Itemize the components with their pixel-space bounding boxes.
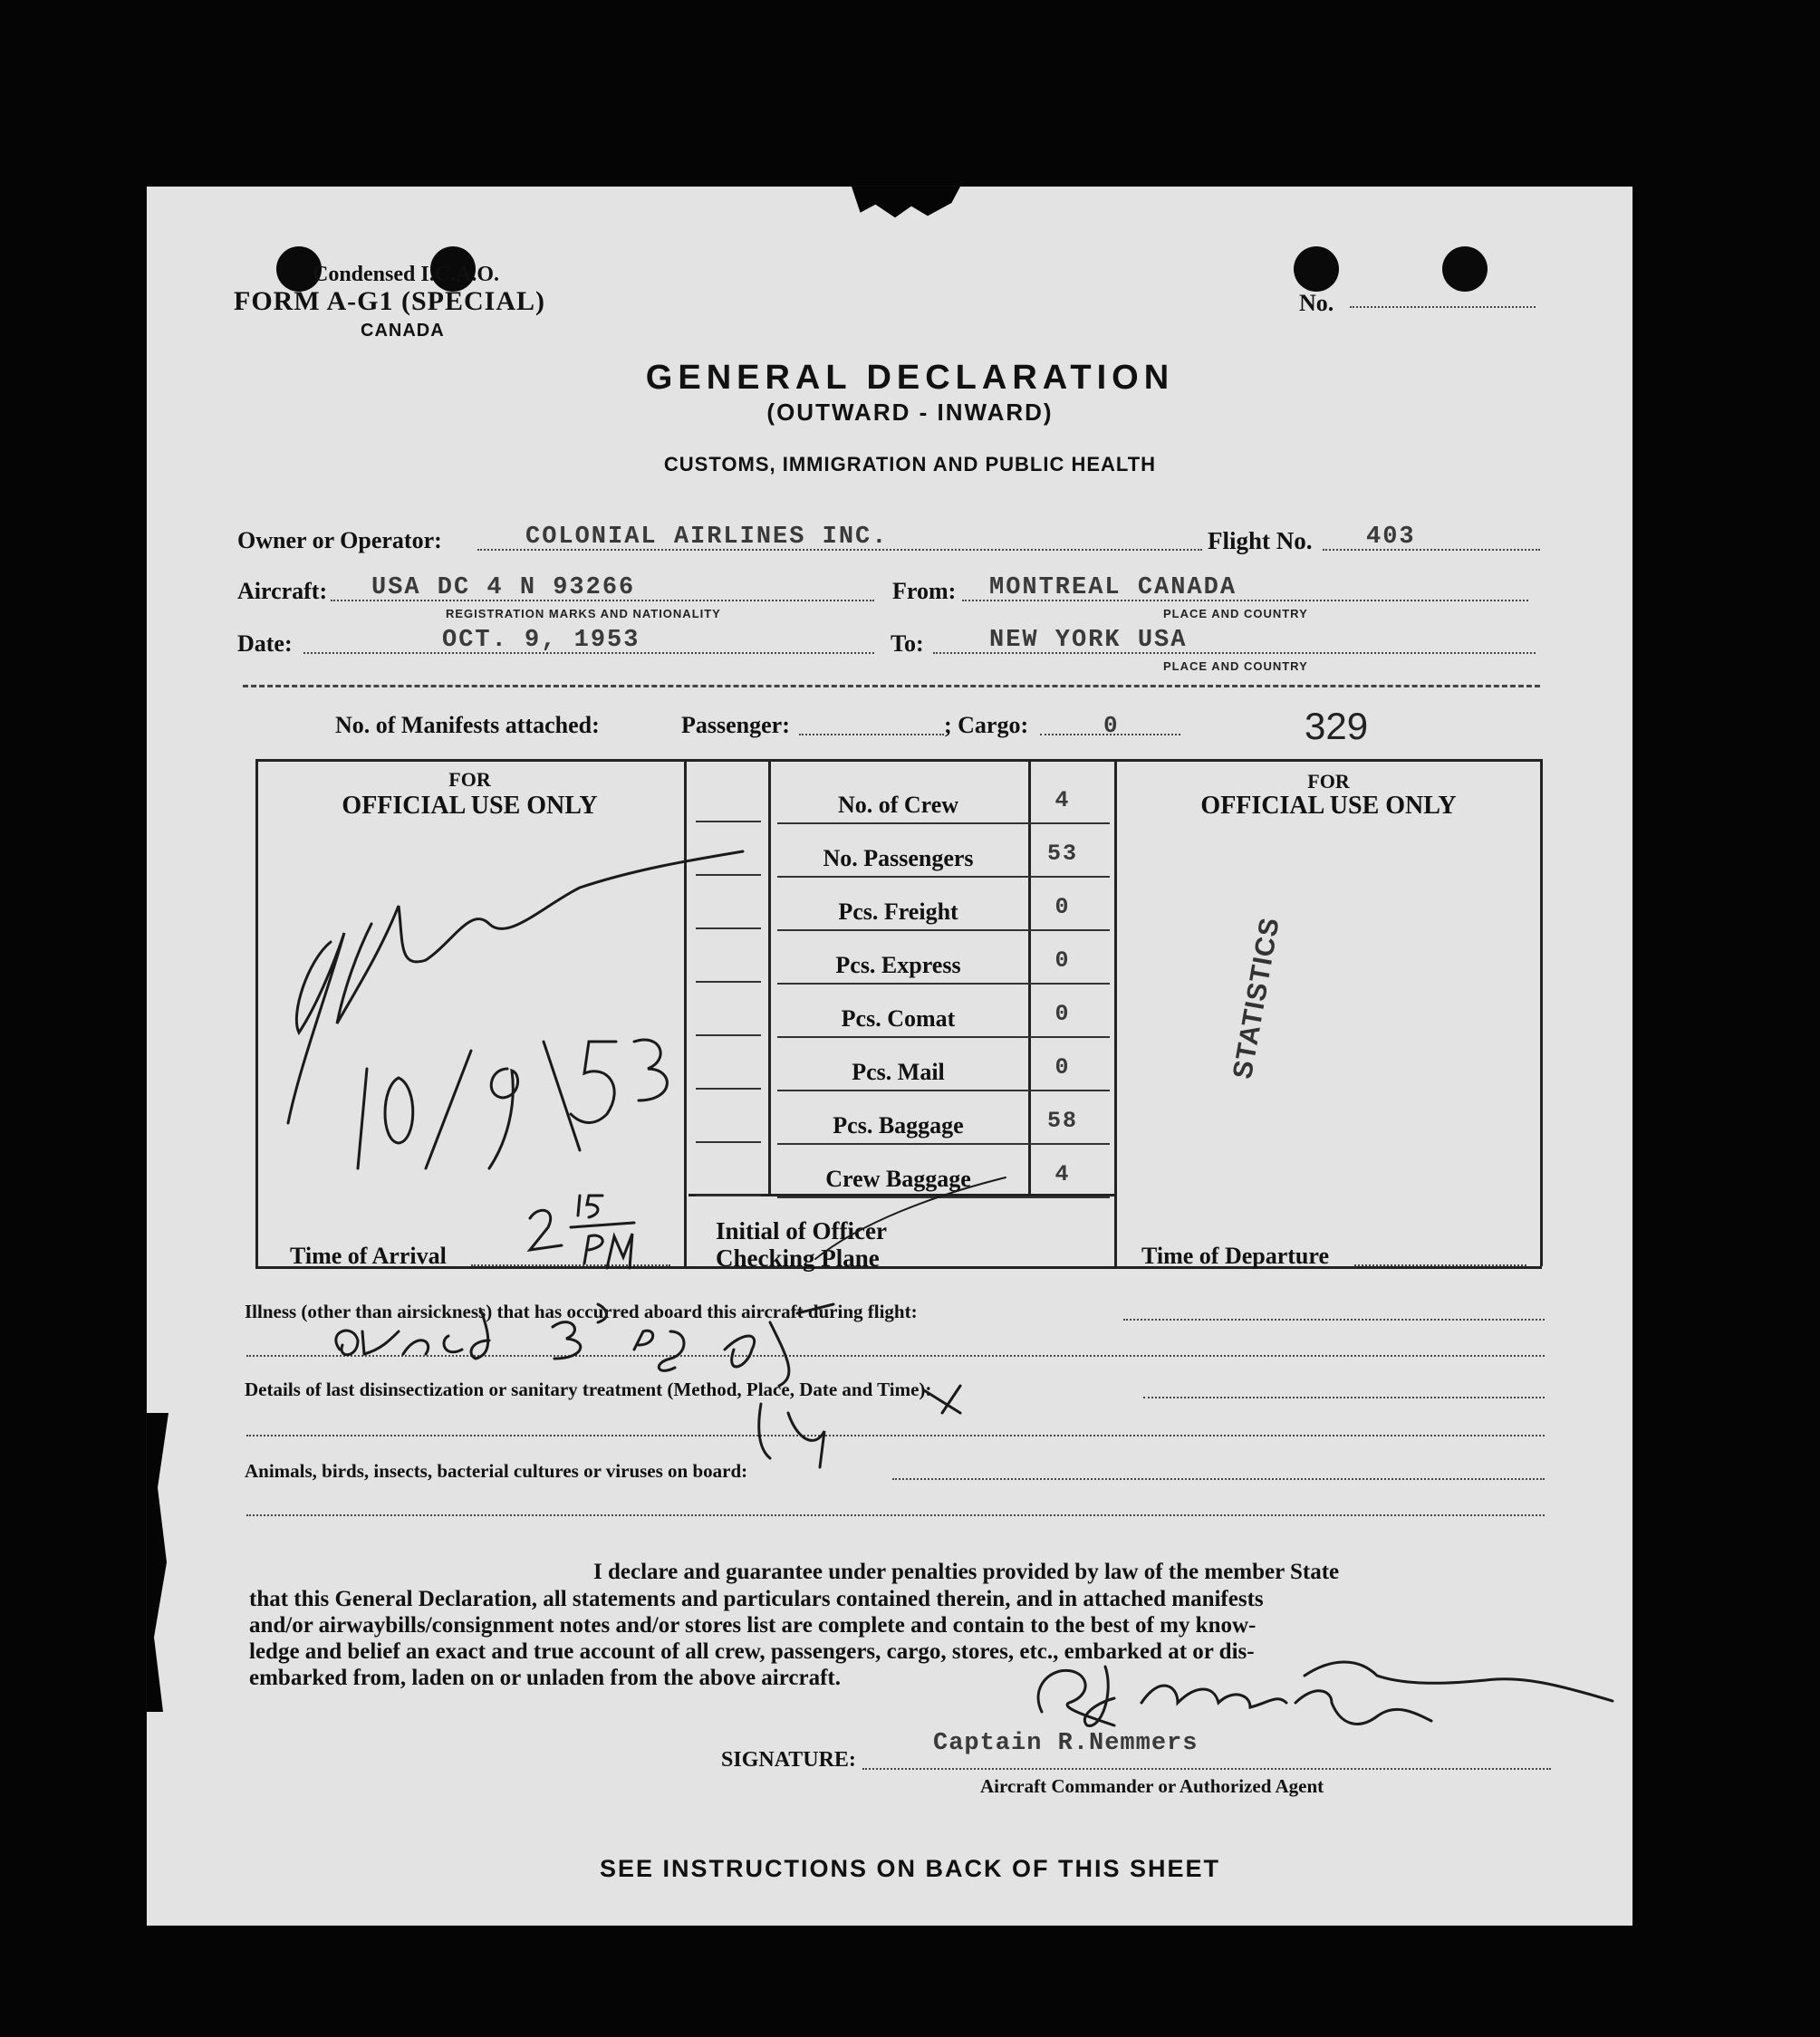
date-value: OCT. 9, 1953 [442,627,640,654]
from-value: MONTREAL CANADA [989,574,1237,601]
count-label: Crew Baggage [825,1166,971,1192]
officer-initial-label: Initial of Officer [716,1217,887,1244]
count-value: 0 [1054,947,1071,974]
manifest-number: 329 [1305,705,1369,747]
signature-label: SIGNATURE: [721,1748,856,1772]
page-title: GENERAL DECLARATION [645,359,1175,397]
manifest-cargo-label: ; Cargo: [944,712,1029,738]
form-number: FORM A-G1 (SPECIAL) [234,286,545,316]
arrival-label: Time of Arrival [290,1243,447,1269]
icao-condensed-label: Condensed I.C.A.O. [313,263,500,286]
count-value: 58 [1046,1108,1078,1134]
official-left-title: OFFICIAL USE ONLY [342,792,598,820]
count-label: Pcs. Baggage [833,1112,964,1139]
official-left-for: FOR [448,768,491,791]
count-label: Pcs. Mail [852,1059,945,1085]
manifest-cargo-value: 0 [1103,712,1120,739]
aircraft-note: REGISTRATION MARKS AND NATIONALITY [446,607,721,620]
count-value: 0 [1054,1001,1071,1027]
count-label: No. Passengers [823,845,974,871]
from-note: PLACE AND COUNTRY [1163,607,1308,620]
country-label: CANADA [361,321,445,341]
count-label: Pcs. Express [835,952,961,978]
official-right-for: FOR [1307,770,1350,793]
to-label: To: [891,630,924,657]
count-value: 53 [1046,841,1078,867]
aircraft-value: USA DC 4 N 93266 [371,574,636,601]
page-subtitle-direction: (OUTWARD - INWARD) [766,399,1054,426]
officer-checking-label: Checking Plane [716,1244,880,1272]
departure-label: Time of Departure [1141,1243,1329,1269]
owner-label: Owner or Operator: [237,527,442,553]
signature-role: Aircraft Commander or Authorized Agent [980,1775,1324,1797]
illness-label: Illness (other than airsickness) that has occurred aboard this aircraft during flight: [245,1301,918,1322]
count-value: 0 [1054,894,1071,920]
aircraft-label: Aircraft: [237,578,328,604]
declaration-line-5: embarked from, laden on or unladen from the above aircraft. [249,1666,841,1690]
count-label: Pcs. Freight [838,898,958,925]
declaration-line-2: that this General Declaration, all statements and particulars contained therein, and in attached manifests [249,1587,1264,1611]
disinsect-label: Details of last disinsectization or sanitary treatment (Method, Place, Date and Time): [245,1379,932,1400]
count-value: 4 [1054,1161,1071,1187]
date-label: Date: [237,630,293,657]
footer-instructions: SEE INSTRUCTIONS ON BACK OF THIS SHEET [599,1855,1221,1882]
count-value: 0 [1054,1054,1071,1081]
signature-typed-name: Captain R.Nemmers [933,1730,1199,1757]
count-value: 4 [1054,787,1071,813]
animals-label: Animals, birds, insects, bacterial cultures or viruses on board: [245,1460,748,1482]
flight-value: 403 [1366,524,1416,551]
manifests-label: No. of Manifests attached: [335,712,600,738]
statistics-stamp: STATISTICS [1228,915,1286,1081]
manifest-passenger-label: Passenger: [681,712,790,738]
form-no-label: No. [1299,290,1334,316]
from-label: From: [892,578,957,604]
count-label: No. of Crew [837,792,959,818]
declaration-line-3: and/or airwaybills/consignment notes and/or stores list are complete and contain to the best of my know- [249,1613,1257,1638]
declaration-line-1: I declare and guarantee under penalties provided by law of the member State [593,1560,1340,1584]
flight-label: Flight No. [1208,527,1313,554]
to-value: NEW YORK USA [989,627,1188,654]
page-subtitle: CUSTOMS, IMMIGRATION AND PUBLIC HEALTH [663,453,1157,476]
count-label: Pcs. Comat [841,1005,956,1032]
official-right-title: OFFICIAL USE ONLY [1200,792,1457,820]
declaration-line-4: ledge and belief an exact and true account of all crew, passengers, cargo, stores, etc., embarked at or dis- [249,1639,1255,1664]
owner-value: COLONIAL AIRLINES INC. [525,524,889,551]
to-note: PLACE AND COUNTRY [1163,659,1308,673]
